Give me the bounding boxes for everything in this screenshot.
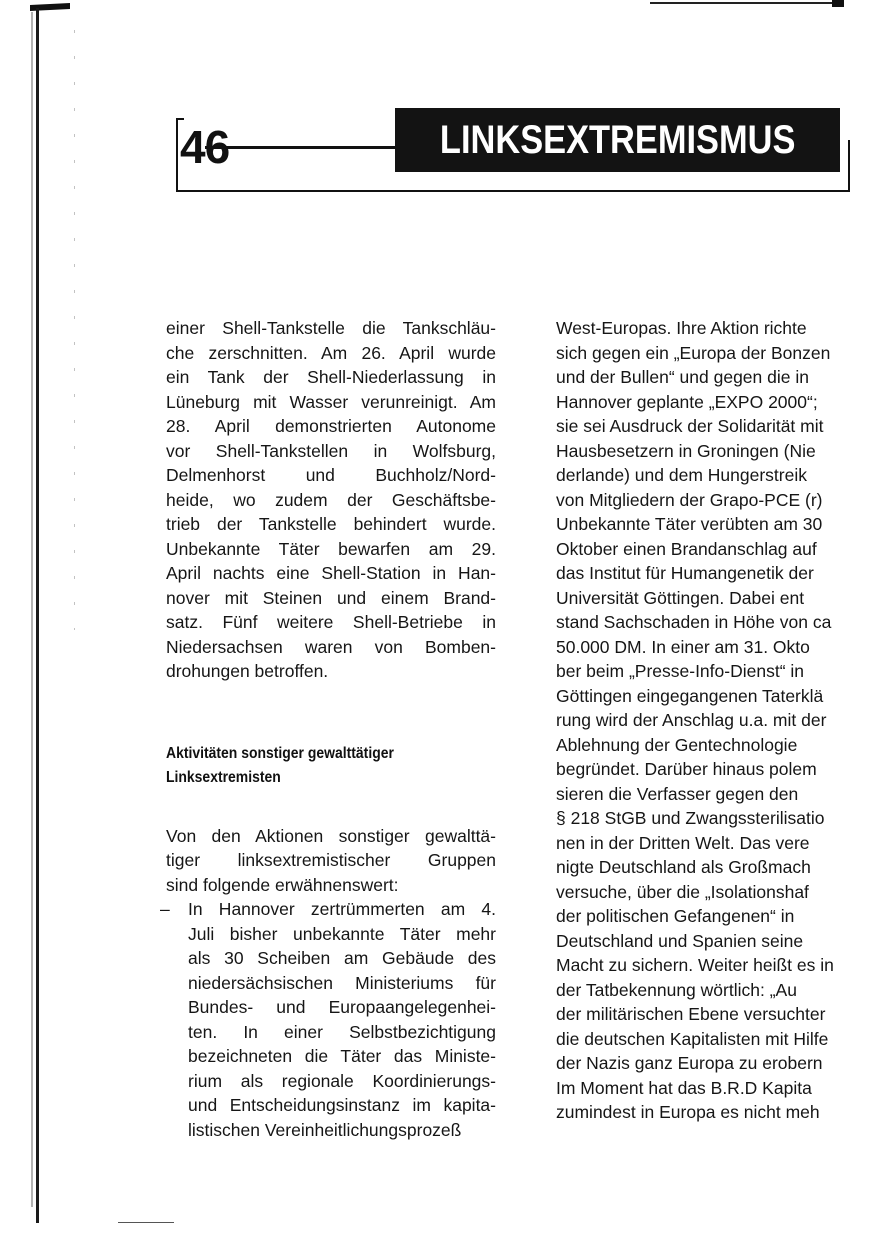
- text-line: Universität Göttingen. Dabei ent: [556, 587, 805, 608]
- text-line: Von den Aktionen sonstiger gewalttä-: [166, 825, 496, 846]
- scan-edge-artifact: [31, 12, 33, 1207]
- section-title: LINKSEXTREMISMUS: [439, 117, 796, 162]
- text-line: der Tatbekennung wörtlich: „Au: [556, 979, 797, 1000]
- text-line: Unbekannte Täter verübten am 30: [556, 514, 823, 534]
- text-line: vor Shell-Tankstellen in Wolfsburg,: [166, 440, 496, 461]
- text-line: drohungen betroffen.: [166, 661, 329, 681]
- text-line: Oktober einen Brandanschlag auf: [556, 538, 817, 559]
- text-line: zumindest in Europa es nicht meh: [556, 1102, 820, 1122]
- heading-line: Linksextremisten: [166, 768, 281, 786]
- header-frame-line: [176, 190, 850, 192]
- heading-line: Aktivitäten sonstiger gewalttätiger: [166, 744, 394, 762]
- text-line: sieren die Verfasser gegen den: [556, 783, 799, 804]
- text-line: ein Tank der Shell-Niederlassung in: [166, 367, 496, 387]
- text-line: einer Shell-Tankstelle die Tankschläu-: [166, 318, 496, 338]
- spacer: [166, 684, 496, 742]
- text-line: und Entscheidungsinstanz im kapita-: [188, 1095, 496, 1115]
- text-line: derlande) und dem Hungerstreik: [556, 465, 807, 485]
- text-line: nover mit Steinen und einem Brand-: [166, 587, 496, 608]
- list-item: [160, 897, 496, 1142]
- text-line: niedersächsischen Ministeriums für: [188, 972, 496, 993]
- text-line: satz. Fünf weitere Shell-Betriebe in: [166, 612, 496, 632]
- header-frame-line: [848, 140, 850, 192]
- text-line: che zerschnitten. Am 26. April wurde: [166, 342, 496, 363]
- scan-dots-artifact: [74, 30, 75, 630]
- text-line: April nachts eine Shell-Station in Han-: [166, 563, 496, 583]
- text-line: rung wird der Anschlag u.a. mit der: [556, 710, 827, 730]
- text-line: Deutschland und Spanien seine: [556, 930, 804, 951]
- text-line: 28. April demonstrierten Autonome: [166, 416, 496, 436]
- text-line: Hannover geplante „EXPO 2000“;: [556, 391, 818, 412]
- text-line: stand Sachschaden in Höhe von ca: [556, 612, 832, 632]
- text-line: ten. In einer Selbstbezichtigung: [188, 1021, 496, 1042]
- text-line: Lüneburg mit Wasser verunreinigt. Am: [166, 391, 496, 412]
- text-line: bezeichneten die Täter das Ministe-: [188, 1046, 496, 1066]
- text-line: ber beim „Presse-Info-Dienst“ in: [556, 661, 804, 681]
- text-line: Niedersachsen waren von Bomben-: [166, 636, 496, 657]
- spacer: [166, 790, 496, 824]
- text-line: Macht zu sichern. Weiter heißt es in: [556, 955, 834, 975]
- scan-edge-artifact: [650, 2, 840, 4]
- text-line: Delmenhorst und Buchholz/Nord-: [166, 465, 496, 485]
- scan-edge-artifact: [36, 8, 39, 1223]
- text-line: und der Bullen“ und gegen die in: [556, 367, 809, 387]
- text-line: 50.000 DM. In einer am 31. Okto: [556, 636, 810, 657]
- right-column: [556, 316, 848, 1125]
- left-column: [160, 316, 496, 1142]
- page-number: 46: [180, 121, 230, 173]
- text-line: sie sei Ausdruck der Solidarität mit: [556, 416, 824, 436]
- text-line: Bundes- und Europaangelegenhei-: [188, 997, 496, 1017]
- text-line: § 218 StGB und Zwangssterilisatio: [556, 808, 825, 828]
- text-line: sich gegen ein „Europa der Bonzen: [556, 342, 831, 363]
- text-line: Im Moment hat das B.R.D Kapita: [556, 1077, 812, 1098]
- header-frame-line: [176, 118, 184, 120]
- text-line: der politischen Gefangenen“ in: [556, 906, 795, 926]
- text-line: listischen Vereinheitlichungsprozeß: [188, 1119, 462, 1140]
- text-line: von Mitgliedern der Grapo-PCE (r): [556, 489, 823, 510]
- text-line: der militärischen Ebene versuchter: [556, 1004, 826, 1024]
- text-line: sind folgende erwähnenswert:: [166, 874, 399, 895]
- text-line: Juli bisher unbekannte Täter mehr: [188, 923, 496, 944]
- section-heading: [166, 742, 496, 790]
- text-line: heide, wo zudem der Geschäftsbe-: [166, 489, 496, 510]
- text-line: trieb der Tankstelle behindert wurde.: [166, 514, 496, 534]
- text-line: versuche, über die „Isolationshaf: [556, 881, 809, 902]
- paragraph-intro: [166, 824, 496, 898]
- text-line: begründet. Darüber hinaus polem: [556, 759, 817, 779]
- header-frame-line: [176, 118, 178, 192]
- text-line: als 30 Scheiben am Gebäude des: [188, 948, 496, 968]
- text-line: Göttingen eingegangenen Taterklä: [556, 685, 824, 706]
- text-line: der Nazis ganz Europa zu erobern: [556, 1053, 823, 1073]
- text-line: nen in der Dritten Welt. Das vere: [556, 832, 810, 853]
- header-rule: [205, 146, 395, 149]
- text-line: tiger linksextremistischer Gruppen: [166, 850, 496, 870]
- scan-edge-artifact: [118, 1222, 174, 1223]
- text-line: Unbekannte Täter bewarfen am 29.: [166, 538, 496, 559]
- bullet-dash: –: [160, 899, 170, 919]
- scan-edge-artifact: [832, 0, 844, 7]
- paragraph-shell-actions: [166, 316, 496, 684]
- text-line: Hausbesetzern in Groningen (Nie: [556, 440, 816, 461]
- text-line: die deutschen Kapitalisten mit Hilfe: [556, 1028, 829, 1049]
- text-line: rium als regionale Koordinierungs-: [188, 1070, 496, 1091]
- text-line: das Institut für Humangenetik der: [556, 563, 814, 583]
- text-line: In Hannover zertrümmerten am 4.: [188, 899, 496, 919]
- section-title-bar: [395, 108, 840, 172]
- text-line: nigte Deutschland als Großmach: [556, 857, 811, 877]
- text-line: Ablehnung der Gentechnologie: [556, 734, 798, 755]
- text-line: West-Europas. Ihre Aktion richte: [556, 318, 807, 338]
